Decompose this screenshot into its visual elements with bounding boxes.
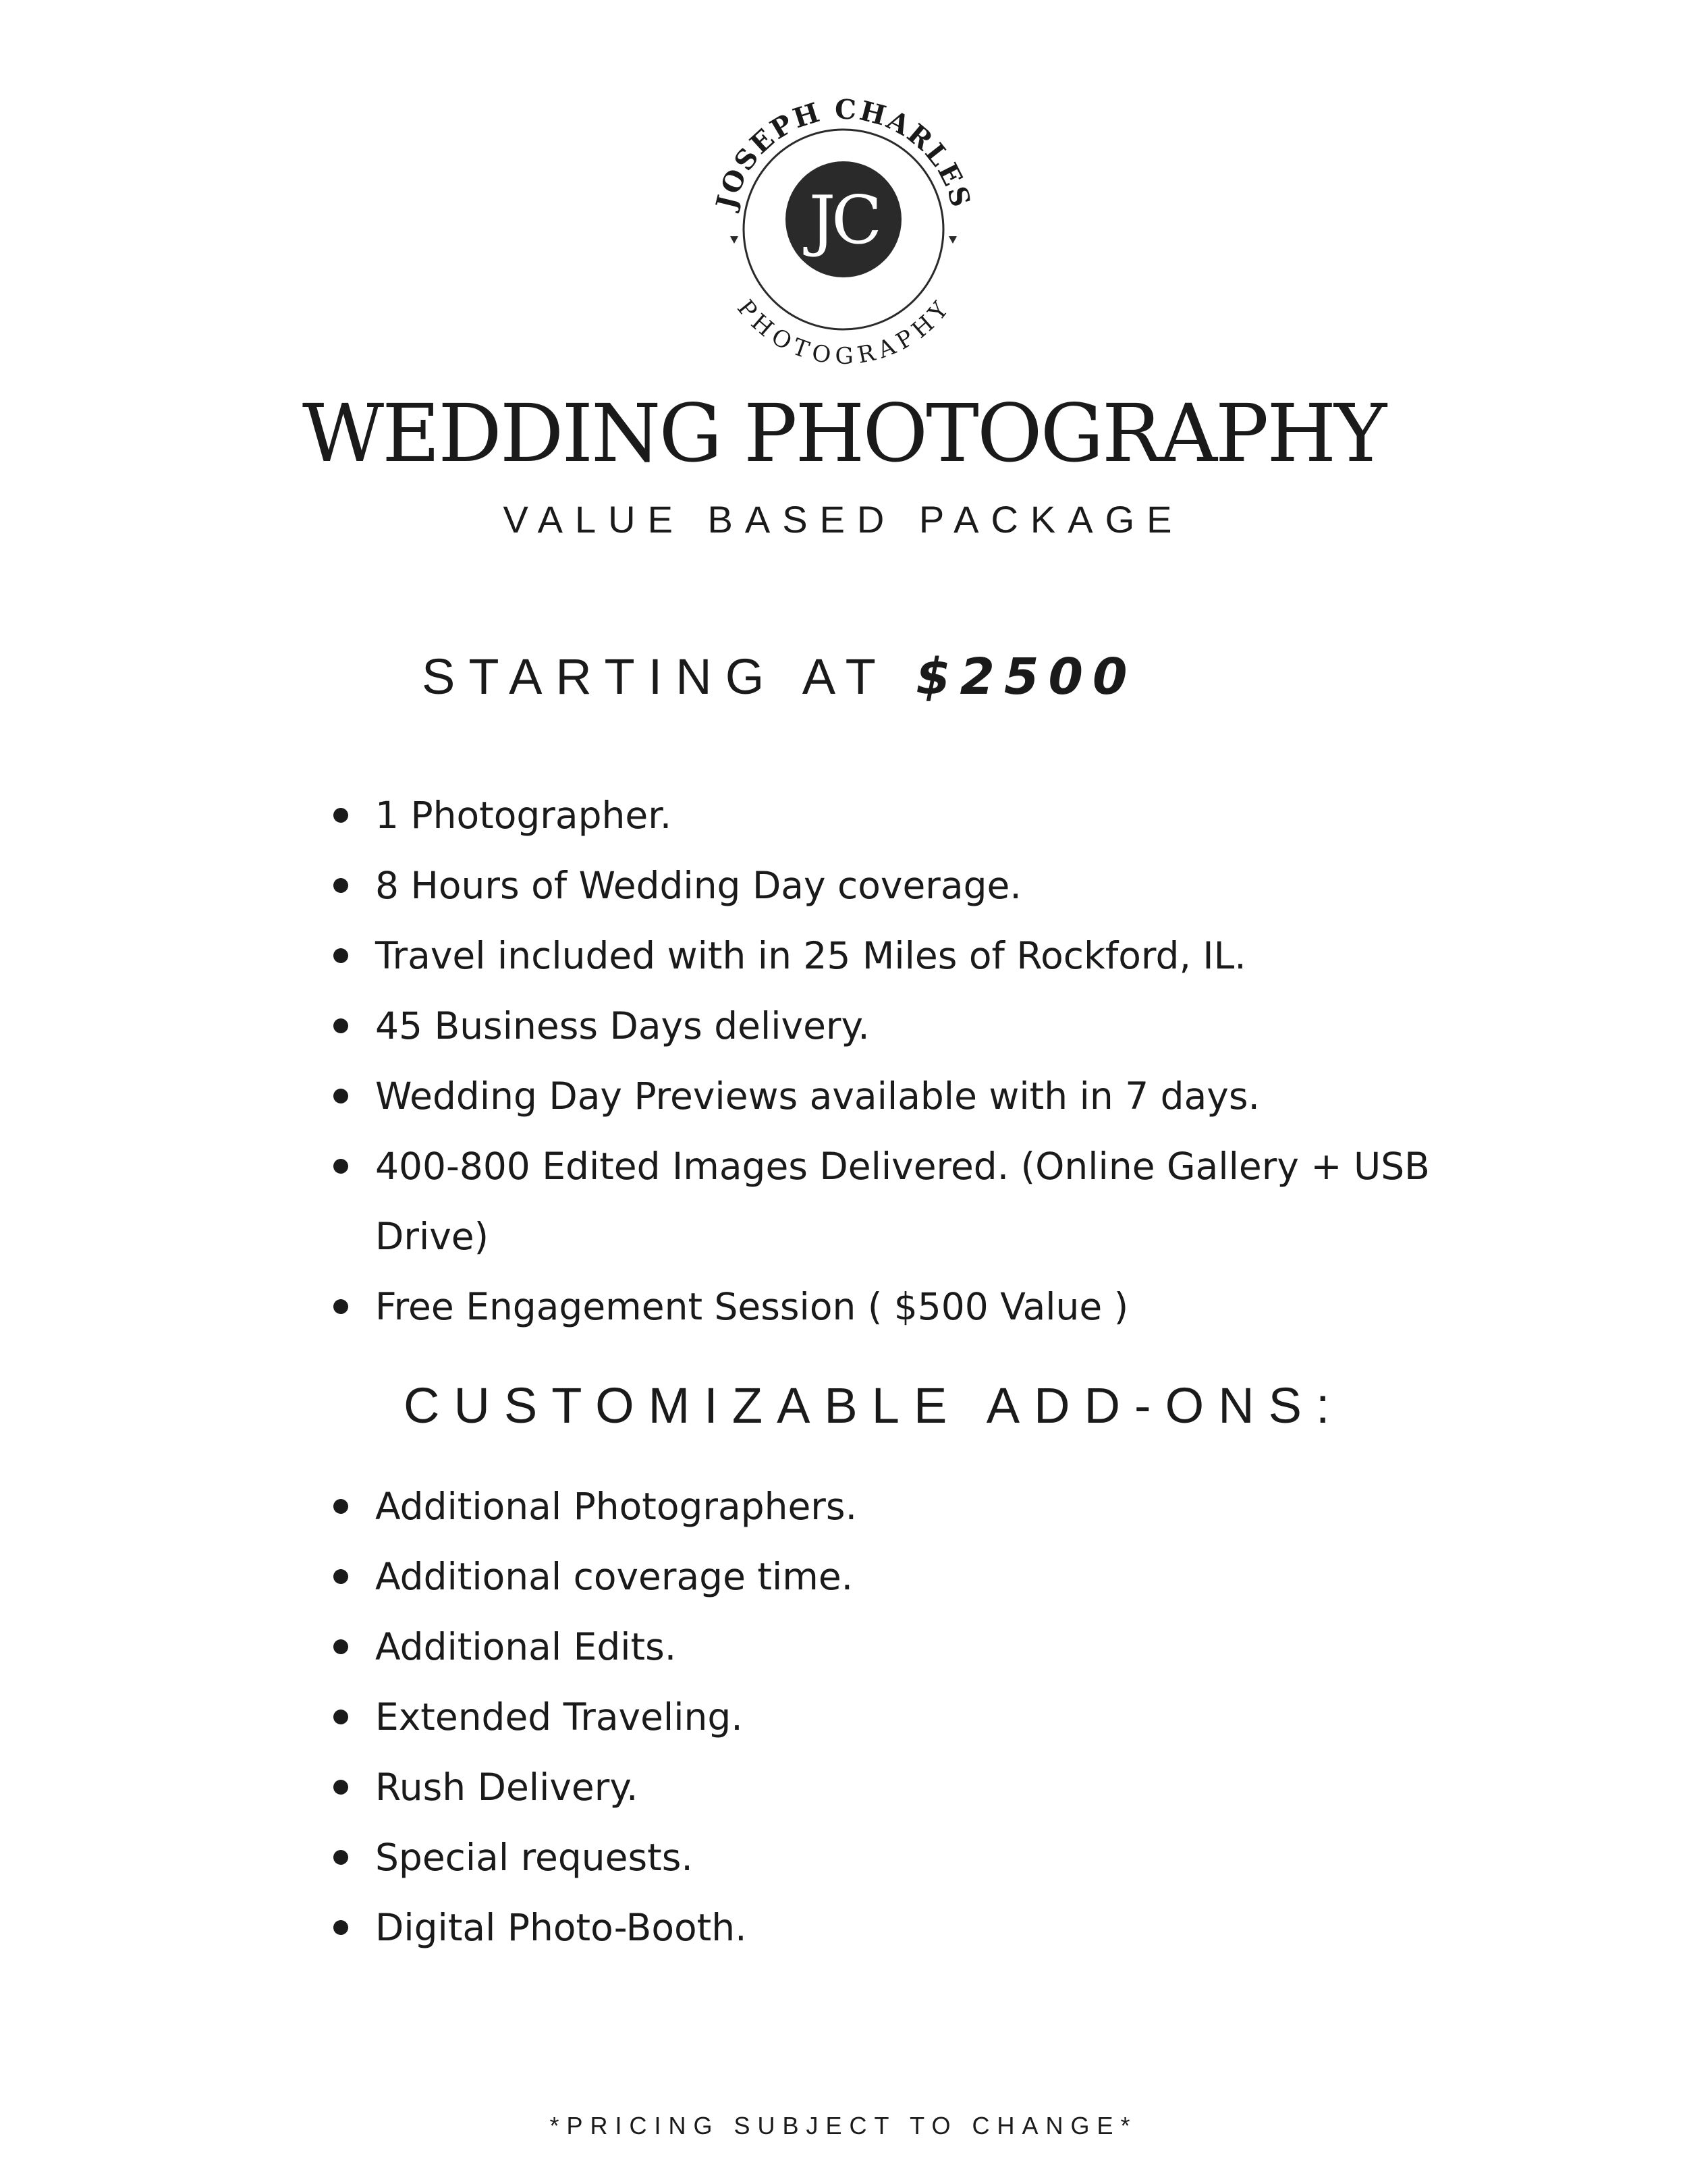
addon-item bbox=[0, 1612, 1536, 1682]
bullet-icon bbox=[333, 1780, 348, 1795]
included-item-text: 8 Hours of Wedding Day coverage. bbox=[375, 864, 1022, 907]
addon-item-text: Additional coverage time. bbox=[375, 1555, 854, 1598]
bullet-icon bbox=[333, 1639, 348, 1654]
included-item-text: Travel included with in 25 Miles of Rockford, IL. bbox=[375, 934, 1246, 977]
addon-item bbox=[0, 1892, 1536, 1963]
bullet-icon bbox=[333, 948, 348, 963]
addon-item-text: Additional Edits. bbox=[375, 1625, 677, 1668]
pricing-disclaimer: *PRICING SUBJECT TO CHANGE* bbox=[549, 2112, 1138, 2139]
addon-item-text: Special requests. bbox=[375, 1836, 693, 1879]
included-item bbox=[0, 780, 1536, 850]
addon-item-text: Extended Traveling. bbox=[375, 1695, 743, 1739]
bullet-icon bbox=[333, 1018, 348, 1033]
included-item-text: Wedding Day Previews available with in 7 days. bbox=[375, 1074, 1260, 1118]
addon-item bbox=[0, 1682, 1536, 1752]
bullet-icon bbox=[333, 808, 348, 823]
page-subtitle: VALUE BASED PACKAGE bbox=[503, 498, 1184, 541]
addons-list bbox=[0, 1471, 1536, 1963]
logo-bottom-text: PHOTOGRAPHY bbox=[731, 294, 956, 371]
bullet-icon bbox=[333, 878, 348, 893]
addons-heading: CUSTOMIZABLE ADD-ONS: bbox=[404, 1377, 1344, 1434]
bullet-icon bbox=[333, 1850, 348, 1865]
bullet-icon bbox=[333, 1499, 348, 1514]
logo-monogram: JC bbox=[808, 182, 879, 259]
starting-price-label: STARTING AT bbox=[422, 649, 889, 705]
bullet-icon bbox=[333, 1710, 348, 1724]
included-item-text: 1 Photographer. bbox=[375, 794, 672, 837]
included-item-text: 400-800 Edited Images Delivered. (Online Gallery + USB Drive) bbox=[375, 1145, 1430, 1258]
included-item bbox=[0, 921, 1536, 991]
included-item bbox=[0, 1272, 1536, 1342]
addon-item bbox=[0, 1471, 1536, 1541]
logo-right-triangle-icon bbox=[949, 236, 957, 244]
starting-price-value: $2500 bbox=[916, 648, 1137, 706]
addon-item bbox=[0, 1822, 1536, 1892]
addon-item-text: Digital Photo-Booth. bbox=[375, 1906, 747, 1949]
included-item-text: Free Engagement Session ( $500 Value ) bbox=[375, 1285, 1129, 1328]
page-title: WEDDING PHOTOGRAPHY bbox=[302, 387, 1385, 480]
addon-item-text: Additional Photographers. bbox=[375, 1485, 858, 1528]
logo-top-text: JOSEPH CHARLES bbox=[710, 93, 977, 213]
bullet-icon bbox=[333, 1159, 348, 1174]
included-item bbox=[0, 1061, 1536, 1131]
included-list bbox=[0, 780, 1536, 1342]
addon-item bbox=[0, 1752, 1536, 1822]
bullet-icon bbox=[333, 1569, 348, 1584]
joseph-charles-logo bbox=[688, 74, 999, 385]
included-item bbox=[0, 1131, 1536, 1272]
bullet-icon bbox=[333, 1299, 348, 1314]
bullet-icon bbox=[333, 1089, 348, 1103]
addon-item-text: Rush Delivery. bbox=[375, 1766, 638, 1809]
starting-price bbox=[422, 647, 1137, 707]
bullet-icon bbox=[333, 1920, 348, 1935]
addon-item bbox=[0, 1541, 1536, 1612]
logo-left-triangle-icon bbox=[730, 236, 738, 244]
included-item-text: 45 Business Days delivery. bbox=[375, 1004, 870, 1047]
included-item bbox=[0, 991, 1536, 1061]
included-item bbox=[0, 850, 1536, 921]
